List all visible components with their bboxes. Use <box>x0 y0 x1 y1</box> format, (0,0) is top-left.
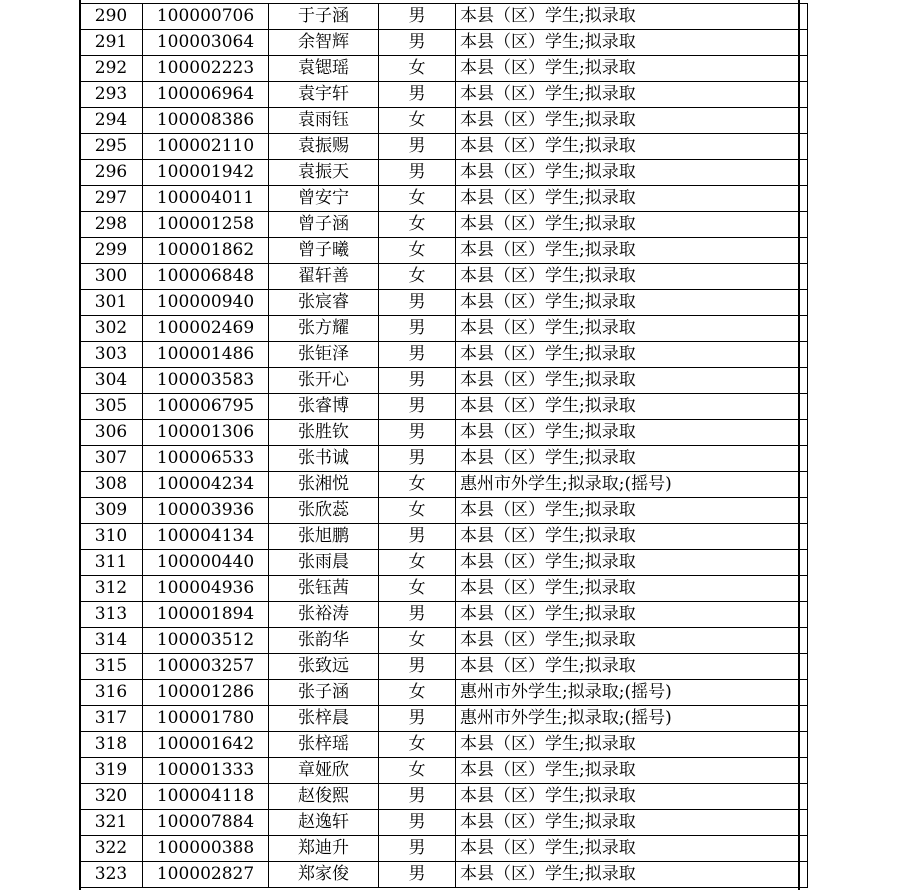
student-name-cell: 郑迪升 <box>269 836 379 862</box>
table-row <box>80 186 808 212</box>
student-name-cell: 于子涵 <box>269 4 379 30</box>
table-row <box>80 30 808 56</box>
student-name-cell: 章娅欣 <box>269 758 379 784</box>
table-row <box>80 810 808 836</box>
gender-cell: 女 <box>379 732 456 758</box>
table-row <box>80 290 808 316</box>
row-number-cell: 299 <box>80 238 143 264</box>
remark-cell: 本县（区）学生;拟录取 <box>456 550 808 576</box>
row-number-cell: 290 <box>80 4 143 30</box>
remark-cell: 本县（区）学生;拟录取 <box>456 394 808 420</box>
student-name-cell: 张韵华 <box>269 628 379 654</box>
student-name-cell: 张宸睿 <box>269 290 379 316</box>
gender-cell: 女 <box>379 758 456 784</box>
row-number-cell: 319 <box>80 758 143 784</box>
student-name-cell: 张雨晨 <box>269 550 379 576</box>
row-number-cell: 293 <box>80 82 143 108</box>
student-name-cell: 张书诚 <box>269 446 379 472</box>
remark-cell: 本县（区）学生;拟录取 <box>456 186 808 212</box>
table-row <box>80 836 808 862</box>
row-number-cell: 320 <box>80 784 143 810</box>
student-name-cell: 余智辉 <box>269 30 379 56</box>
table-row <box>80 134 808 160</box>
remark-cell: 本县（区）学生;拟录取 <box>456 420 808 446</box>
remark-cell: 本县（区）学生;拟录取 <box>456 160 808 186</box>
student-id-cell: 100000388 <box>143 836 269 862</box>
student-id-cell: 100006533 <box>143 446 269 472</box>
student-name-cell: 张方耀 <box>269 316 379 342</box>
remark-cell: 本县（区）学生;拟录取 <box>456 498 808 524</box>
remark-cell: 惠州市外学生;拟录取;(摇号) <box>456 680 808 706</box>
row-number-cell: 315 <box>80 654 143 680</box>
student-name-cell: 张钜泽 <box>269 342 379 368</box>
remark-cell: 本县（区）学生;拟录取 <box>456 836 808 862</box>
row-number-cell: 310 <box>80 524 143 550</box>
gender-cell: 男 <box>379 160 456 186</box>
student-name-cell: 曾安宁 <box>269 186 379 212</box>
student-id-cell: 100002827 <box>143 862 269 888</box>
remark-cell: 本县（区）学生;拟录取 <box>456 316 808 342</box>
remark-cell: 本县（区）学生;拟录取 <box>456 446 808 472</box>
row-number-cell: 292 <box>80 56 143 82</box>
admission-list-table <box>79 3 808 888</box>
table-row <box>80 56 808 82</box>
student-name-cell: 袁宇轩 <box>269 82 379 108</box>
table-row <box>80 82 808 108</box>
student-name-cell: 张开心 <box>269 368 379 394</box>
student-id-cell: 100002223 <box>143 56 269 82</box>
student-name-cell: 赵逸轩 <box>269 810 379 836</box>
table-row <box>80 238 808 264</box>
row-number-cell: 321 <box>80 810 143 836</box>
table-row <box>80 732 808 758</box>
student-id-cell: 100006964 <box>143 82 269 108</box>
gender-cell: 女 <box>379 628 456 654</box>
student-name-cell: 袁振天 <box>269 160 379 186</box>
row-number-cell: 298 <box>80 212 143 238</box>
table-row <box>80 654 808 680</box>
student-id-cell: 100002110 <box>143 134 269 160</box>
gender-cell: 男 <box>379 368 456 394</box>
table-row <box>80 680 808 706</box>
student-name-cell: 袁锶瑶 <box>269 56 379 82</box>
gender-cell: 男 <box>379 862 456 888</box>
gender-cell: 男 <box>379 30 456 56</box>
row-number-cell: 309 <box>80 498 143 524</box>
remark-cell: 本县（区）学生;拟录取 <box>456 628 808 654</box>
gender-cell: 男 <box>379 836 456 862</box>
remark-cell: 惠州市外学生;拟录取;(摇号) <box>456 472 808 498</box>
student-name-cell: 张旭鹏 <box>269 524 379 550</box>
gender-cell: 男 <box>379 524 456 550</box>
gender-cell: 女 <box>379 550 456 576</box>
student-id-cell: 100001486 <box>143 342 269 368</box>
table-row <box>80 524 808 550</box>
table-row <box>80 576 808 602</box>
row-number-cell: 291 <box>80 30 143 56</box>
row-number-cell: 305 <box>80 394 143 420</box>
remark-cell: 本县（区）学生;拟录取 <box>456 212 808 238</box>
student-name-cell: 翟轩善 <box>269 264 379 290</box>
gender-cell: 男 <box>379 602 456 628</box>
gender-cell: 女 <box>379 576 456 602</box>
student-id-cell: 100001642 <box>143 732 269 758</box>
row-number-cell: 301 <box>80 290 143 316</box>
student-id-cell: 100004936 <box>143 576 269 602</box>
student-name-cell: 曾子曦 <box>269 238 379 264</box>
gender-cell: 女 <box>379 56 456 82</box>
row-number-cell: 307 <box>80 446 143 472</box>
gender-cell: 男 <box>379 784 456 810</box>
remark-cell: 本县（区）学生;拟录取 <box>456 602 808 628</box>
student-name-cell: 张钰茜 <box>269 576 379 602</box>
remark-cell: 本县（区）学生;拟录取 <box>456 30 808 56</box>
student-id-cell: 100001780 <box>143 706 269 732</box>
gender-cell: 女 <box>379 264 456 290</box>
gender-cell: 男 <box>379 420 456 446</box>
row-number-cell: 304 <box>80 368 143 394</box>
remark-cell: 本县（区）学生;拟录取 <box>456 784 808 810</box>
student-id-cell: 100002469 <box>143 316 269 342</box>
row-number-cell: 316 <box>80 680 143 706</box>
table-row <box>80 160 808 186</box>
student-id-cell: 100004118 <box>143 784 269 810</box>
remark-cell: 本县（区）学生;拟录取 <box>456 4 808 30</box>
gender-cell: 男 <box>379 290 456 316</box>
gender-cell: 男 <box>379 394 456 420</box>
table-row <box>80 628 808 654</box>
row-number-cell: 318 <box>80 732 143 758</box>
student-name-cell: 张梓瑶 <box>269 732 379 758</box>
table-row <box>80 420 808 446</box>
remark-cell: 本县（区）学生;拟录取 <box>456 576 808 602</box>
row-number-cell: 296 <box>80 160 143 186</box>
row-number-cell: 308 <box>80 472 143 498</box>
gender-cell: 男 <box>379 654 456 680</box>
student-name-cell: 赵俊熙 <box>269 784 379 810</box>
row-number-cell: 300 <box>80 264 143 290</box>
table-row <box>80 264 808 290</box>
table-row <box>80 602 808 628</box>
table-row <box>80 368 808 394</box>
remark-cell: 本县（区）学生;拟录取 <box>456 862 808 888</box>
table-row <box>80 758 808 784</box>
student-id-cell: 100004234 <box>143 472 269 498</box>
table-row <box>80 212 808 238</box>
student-id-cell: 100001862 <box>143 238 269 264</box>
remark-cell: 本县（区）学生;拟录取 <box>456 264 808 290</box>
row-number-cell: 322 <box>80 836 143 862</box>
remark-cell: 本县（区）学生;拟录取 <box>456 238 808 264</box>
row-number-cell: 313 <box>80 602 143 628</box>
student-id-cell: 100006795 <box>143 394 269 420</box>
gender-cell: 男 <box>379 446 456 472</box>
gender-cell: 男 <box>379 342 456 368</box>
student-name-cell: 曾子涵 <box>269 212 379 238</box>
student-id-cell: 100001894 <box>143 602 269 628</box>
student-name-cell: 张胜钦 <box>269 420 379 446</box>
student-id-cell: 100000706 <box>143 4 269 30</box>
gender-cell: 女 <box>379 186 456 212</box>
student-name-cell: 张欣蕊 <box>269 498 379 524</box>
student-id-cell: 100004134 <box>143 524 269 550</box>
student-name-cell: 张子涵 <box>269 680 379 706</box>
table-row <box>80 498 808 524</box>
table-row <box>80 550 808 576</box>
remark-cell: 本县（区）学生;拟录取 <box>456 654 808 680</box>
student-name-cell: 张梓晨 <box>269 706 379 732</box>
gender-cell: 女 <box>379 212 456 238</box>
remark-cell: 本县（区）学生;拟录取 <box>456 732 808 758</box>
remark-cell: 本县（区）学生;拟录取 <box>456 758 808 784</box>
remark-cell: 本县（区）学生;拟录取 <box>456 134 808 160</box>
student-id-cell: 100001306 <box>143 420 269 446</box>
admission-list-body <box>80 4 808 888</box>
table-row <box>80 394 808 420</box>
table-row <box>80 706 808 732</box>
row-number-cell: 312 <box>80 576 143 602</box>
gender-cell: 女 <box>379 108 456 134</box>
student-name-cell: 张睿博 <box>269 394 379 420</box>
gender-cell: 男 <box>379 706 456 732</box>
gender-cell: 男 <box>379 4 456 30</box>
row-number-cell: 311 <box>80 550 143 576</box>
gender-cell: 女 <box>379 238 456 264</box>
remark-cell: 惠州市外学生;拟录取;(摇号) <box>456 706 808 732</box>
student-id-cell: 100003064 <box>143 30 269 56</box>
student-id-cell: 100006848 <box>143 264 269 290</box>
gender-cell: 男 <box>379 82 456 108</box>
row-number-cell: 297 <box>80 186 143 212</box>
student-id-cell: 100003257 <box>143 654 269 680</box>
row-number-cell: 303 <box>80 342 143 368</box>
student-id-cell: 100004011 <box>143 186 269 212</box>
gender-cell: 男 <box>379 810 456 836</box>
table-row <box>80 472 808 498</box>
table-row <box>80 4 808 30</box>
student-id-cell: 100007884 <box>143 810 269 836</box>
student-id-cell: 100001333 <box>143 758 269 784</box>
table-row <box>80 862 808 888</box>
student-name-cell: 袁振赐 <box>269 134 379 160</box>
gender-cell: 女 <box>379 472 456 498</box>
table-row <box>80 316 808 342</box>
student-id-cell: 100000940 <box>143 290 269 316</box>
student-id-cell: 100000440 <box>143 550 269 576</box>
row-number-cell: 295 <box>80 134 143 160</box>
row-number-cell: 302 <box>80 316 143 342</box>
student-id-cell: 100001258 <box>143 212 269 238</box>
student-id-cell: 100003936 <box>143 498 269 524</box>
row-number-cell: 306 <box>80 420 143 446</box>
row-number-cell: 314 <box>80 628 143 654</box>
remark-cell: 本县（区）学生;拟录取 <box>456 368 808 394</box>
row-number-cell: 323 <box>80 862 143 888</box>
student-id-cell: 100003512 <box>143 628 269 654</box>
gender-cell: 女 <box>379 680 456 706</box>
student-id-cell: 100008386 <box>143 108 269 134</box>
student-name-cell: 张裕涛 <box>269 602 379 628</box>
student-id-cell: 100001286 <box>143 680 269 706</box>
table-row <box>80 446 808 472</box>
student-name-cell: 袁雨钰 <box>269 108 379 134</box>
table-row <box>80 342 808 368</box>
student-name-cell: 郑家俊 <box>269 862 379 888</box>
remark-cell: 本县（区）学生;拟录取 <box>456 56 808 82</box>
remark-cell: 本县（区）学生;拟录取 <box>456 524 808 550</box>
gender-cell: 男 <box>379 134 456 160</box>
remark-cell: 本县（区）学生;拟录取 <box>456 810 808 836</box>
student-id-cell: 100001942 <box>143 160 269 186</box>
gender-cell: 女 <box>379 498 456 524</box>
row-number-cell: 317 <box>80 706 143 732</box>
remark-cell: 本县（区）学生;拟录取 <box>456 108 808 134</box>
table-row <box>80 784 808 810</box>
remark-cell: 本县（区）学生;拟录取 <box>456 342 808 368</box>
student-name-cell: 张致远 <box>269 654 379 680</box>
student-id-cell: 100003583 <box>143 368 269 394</box>
table-row <box>80 108 808 134</box>
row-number-cell: 294 <box>80 108 143 134</box>
student-name-cell: 张湘悦 <box>269 472 379 498</box>
gender-cell: 男 <box>379 316 456 342</box>
remark-cell: 本县（区）学生;拟录取 <box>456 82 808 108</box>
remark-cell: 本县（区）学生;拟录取 <box>456 290 808 316</box>
